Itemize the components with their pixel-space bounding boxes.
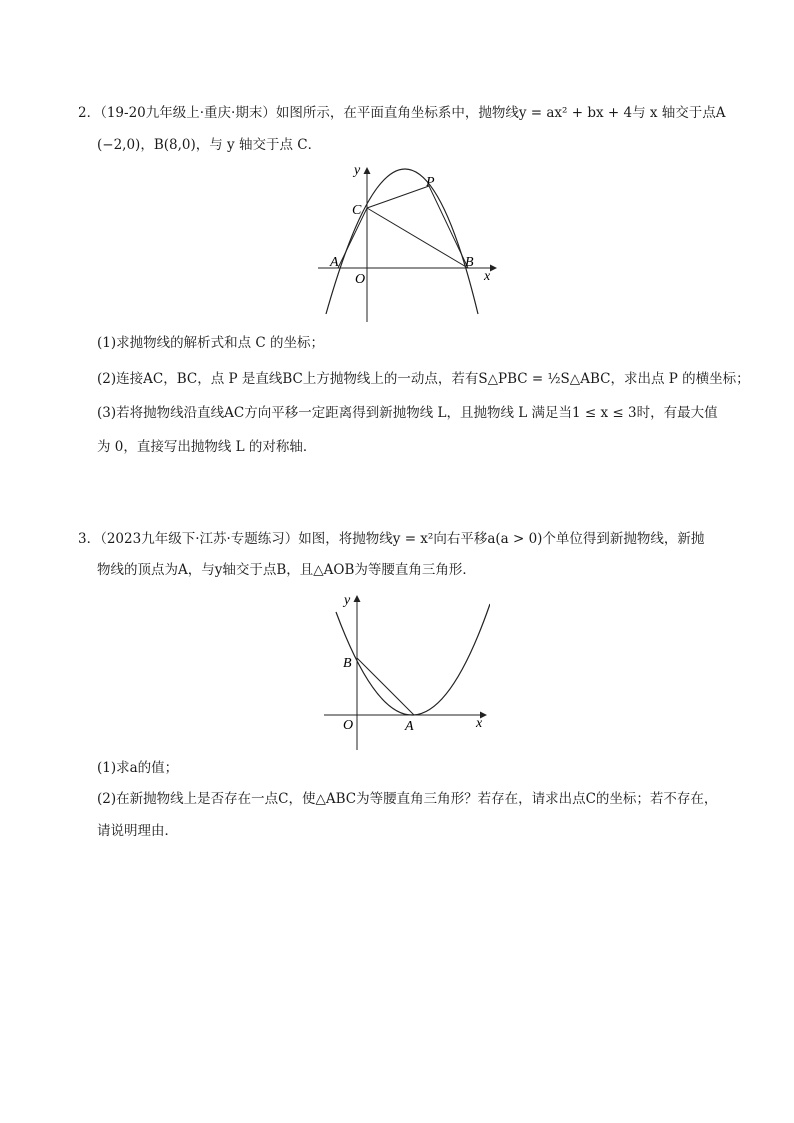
label-x: x [484,269,491,284]
problem3-stem-line2: 物线的顶点为A，与y轴交于点B，且△AOB为等腰直角三角形． [97,562,476,578]
segment-cb [367,208,468,268]
label-y: y [344,593,351,608]
problem3-figure [320,590,490,750]
problem3-stem-line1: 3．（2023九年级下·江苏·专题练习）如图，将抛物线y = x²向右平移a(a > 0)个单位得到新抛物线，新抛 [78,531,705,547]
label-x: x [476,716,483,731]
label-a: A [330,255,339,270]
problem3-question1: (1)求a的值； [97,760,179,776]
label-y: y [354,163,361,178]
problem2-question2: (2)连接AC，BC，点 P 是直线BC上方抛物线上的一动点，若有S△PBC = ½S△ABC，求出点 P 的横坐标； [97,371,750,387]
y-axis-arrow [364,167,371,174]
problem3-question2-line1: (2)在新抛物线上是否存在一点C，使△ABC为等腰直角三角形？若存在，请求出点C的坐标；若不存在， [97,791,718,807]
label-b: B [343,656,352,671]
problem2-figure [318,162,498,322]
label-a: A [405,719,414,734]
problem3-question2-line2: 请说明理由． [97,823,178,839]
problem2-question3-line2: 为 0，直接写出抛物线 L 的对称轴． [97,439,317,455]
problem2-question3-line1: (3)若将抛物线沿直线AC方向平移一定距离得到新抛物线 L，且抛物线 L 满足当1 ≤ x ≤ 3时，有最大值 [97,405,718,421]
label-o: O [355,272,366,287]
segment-pb [429,186,468,268]
label-c: C [352,203,362,218]
x-axis-arrow [490,265,497,272]
problem2-stem-line1: 2．（19-20九年级上·重庆·期末）如图所示，在平面直角坐标系中，抛物线y = ax² + bx + 4与 x 轴交于点A [78,105,726,121]
label-o: O [343,718,354,733]
label-b: B [465,255,474,270]
problem2-question1: (1)求抛物线的解析式和点 C 的坐标； [97,335,325,351]
y-axis-arrow [354,595,361,602]
problem2-stem-line2: (−2,0)，B(8,0)，与 y 轴交于点 C． [97,137,322,153]
segment-ba [357,658,414,715]
label-p: P [426,175,435,190]
